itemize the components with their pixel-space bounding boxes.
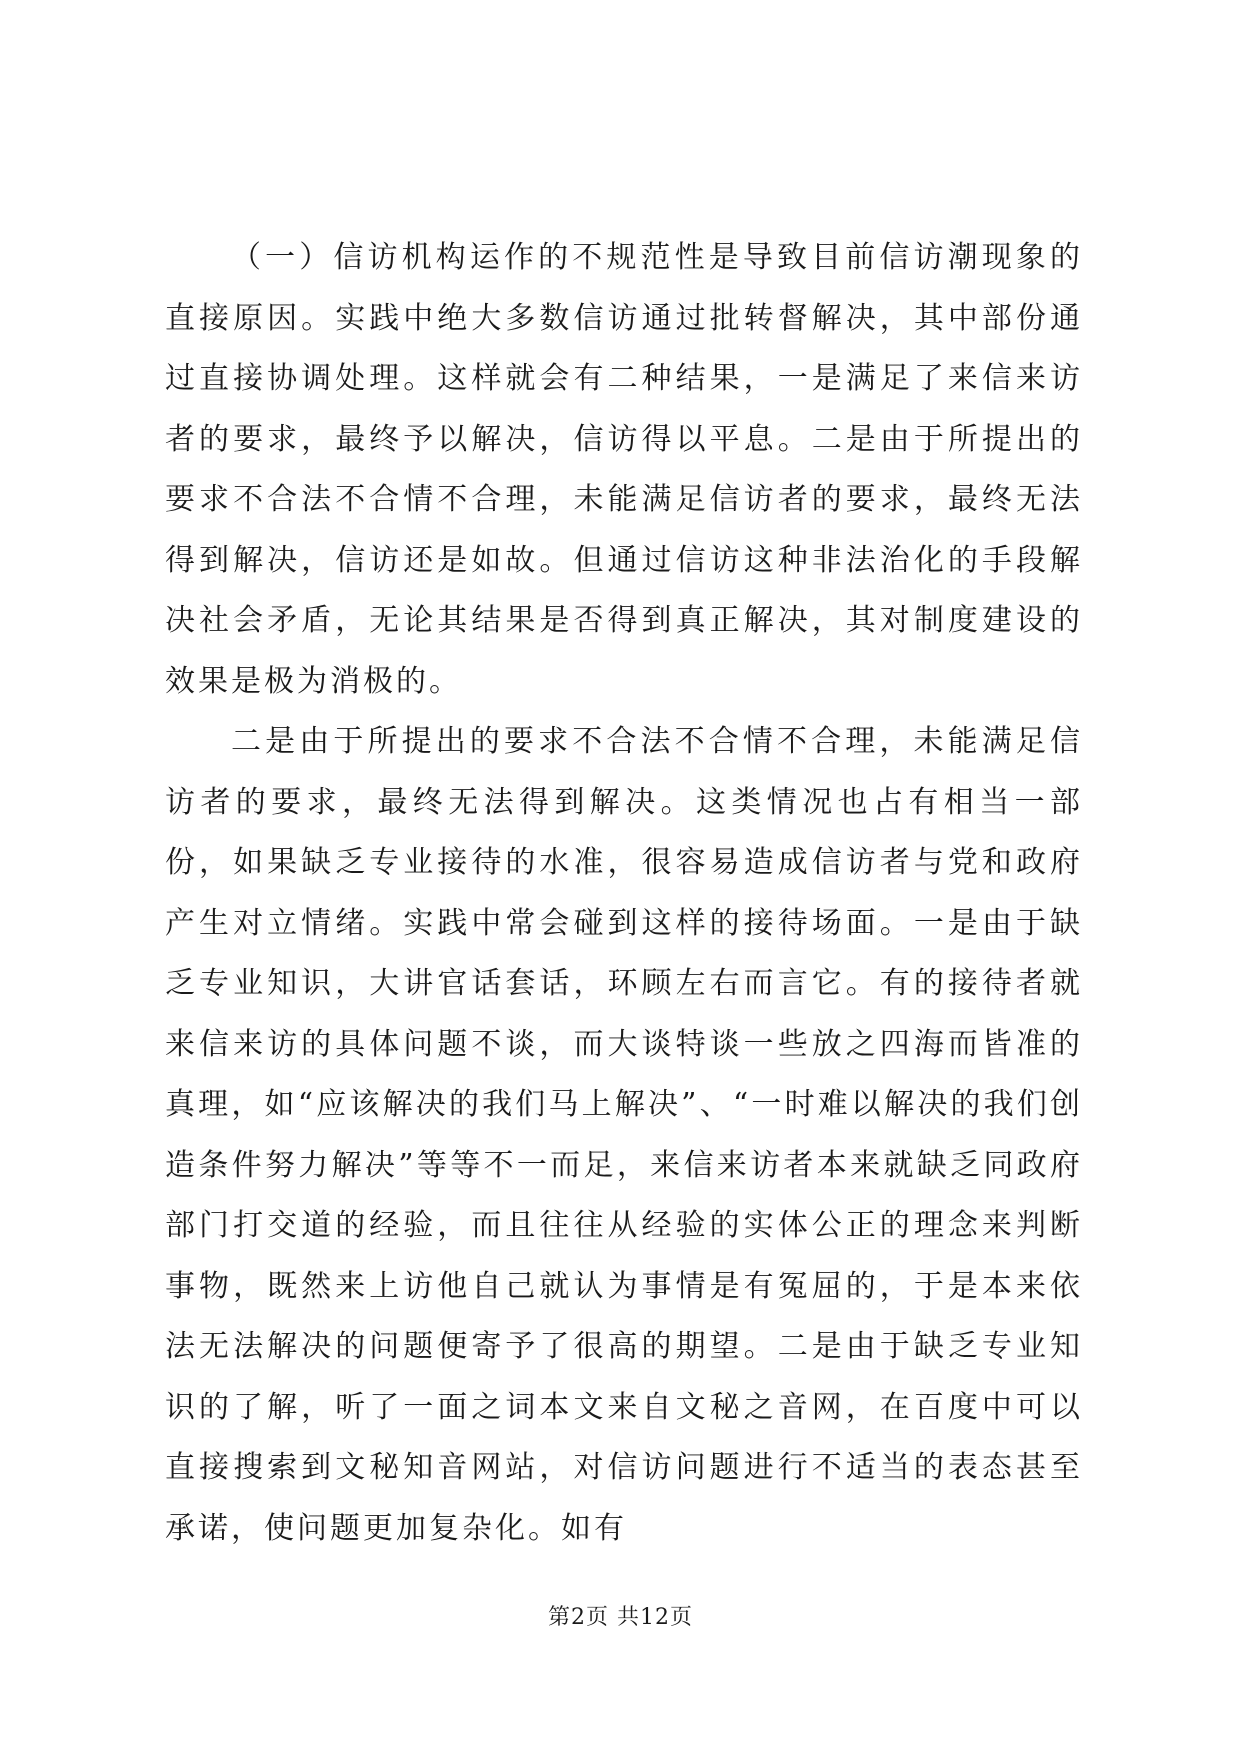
paragraph-1: （一）信访机构运作的不规范性是导致目前信访潮现象的直接原因。实践中绝大多数信访通过批转督解决，其中部份通过直接协调处理。这样就会有二种结果，一是满足了来信来访者的要求，最终予以解决，信访得以平息。二是由于所提出的要求不合法不合情不合理，未能满足信访者的要求，最终无法得到解决，信访还是如故。但通过信访这种非法治化的手段解决社会矛盾，无论其结果是否得到真正解决，其对制度建设的效果是极为消极的。 [165, 240, 1083, 699]
page-footer: 第2页 共12页 [548, 1605, 693, 1630]
paragraph-2: 二是由于所提出的要求不合法不合情不合理，未能满足信访者的要求，最终无法得到解决。这类情况也占有相当一部份，如果缺乏专业接待的水准，很容易造成信访者与党和政府产生对立情绪。实践中常会碰到这样的接待场面。一是由于缺乏专业知识，大讲官话套话，环顾左右而言它。有的接待者就来信来访的具体问题不谈，而大谈特谈一些放之四海而皆准的真理，如“应该解决的我们马上解决”、“一时难以解决的我们创造条件努力解决”等等不一而足，来信来访者本来就缺乏同政府部门打交道的经验，而且往往从经验的实体公正的理念来判断事物，既然来上访他自己就认为事情是有冤屈的，于是本来依法无法解决的问题便寄予了很高的期望。二是由于缺乏专业知识的了解，听了一面之词本文来自文秘之音网，在百度中可以直接搜索到文秘知音网站，对信访问题进行不适当的表态甚至承诺，使问题更加复杂化。如有 [165, 724, 1083, 1546]
document-body [165, 228, 1083, 1559]
